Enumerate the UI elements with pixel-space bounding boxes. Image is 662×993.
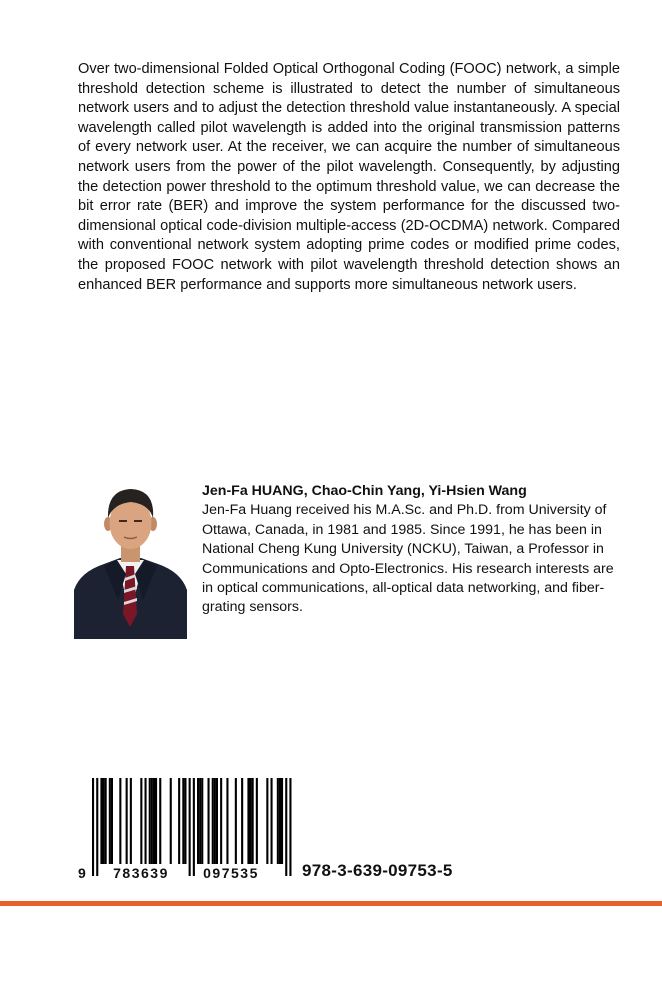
barcode-bar <box>149 778 151 864</box>
isbn-number: 978-3-639-09753-5 <box>302 861 453 880</box>
barcode-bar <box>109 778 111 864</box>
barcode-bar <box>92 778 94 876</box>
barcode-bar <box>126 778 128 864</box>
barcode-bar <box>289 778 291 876</box>
author-bio-block <box>202 482 622 618</box>
barcode-bar <box>96 778 98 876</box>
barcode-bar <box>197 778 199 864</box>
barcode-digits-left: 783639 <box>113 865 169 881</box>
barcode-bar <box>279 778 281 864</box>
barcode-bar <box>235 778 237 864</box>
barcode-bar <box>285 778 287 876</box>
barcode-digit-first: 9 <box>78 865 86 881</box>
barcode-bar <box>100 778 102 864</box>
barcode-bar <box>271 778 273 864</box>
barcode-bar <box>155 778 157 864</box>
barcode-bar <box>103 778 105 864</box>
abstract-text: Over two-dimensional Folded Optical Orthogonal Coding (FOOC) network, a simple threshold detection scheme is illustrated to detect the number of simultaneous network users and to adjust the detection threshold value instantaneously. A special wavelength called pilot wavelength is added into the original transmission patterns of every network user. At the receiver, we can acquire the number of simultaneous network users from the power of the pilot wavelength. Consequently, by adjusting the detection power threshold to the optimum threshold value, we can decrease the bit error rate (BER) and improve the system performance for the discussed two- dimensional optical code-division multiple-access (2D-OCDMA) network. Compared with conventional network system adopting prime codes or modified prime codes, the proposed FOOC network with pilot wavelength threshold detection shows an enhanced BER performance and supports more simultaneous network users. <box>78 61 620 293</box>
barcode-bar <box>111 778 113 864</box>
barcode-bar <box>140 778 142 864</box>
barcode-bar <box>277 778 279 864</box>
barcode-bar <box>189 778 191 876</box>
barcode-bar <box>153 778 155 864</box>
barcode-digits-right: 097535 <box>203 865 259 881</box>
barcode-bar <box>247 778 249 864</box>
barcode-bar <box>182 778 184 864</box>
barcode-bar <box>193 778 195 876</box>
barcode-bar <box>145 778 147 864</box>
barcode-bar <box>130 778 132 864</box>
barcode-bar <box>178 778 180 864</box>
barcode-bar <box>214 778 216 864</box>
barcode-bar <box>250 778 252 864</box>
barcode-bar <box>105 778 107 864</box>
barcode-bar <box>151 778 153 864</box>
barcode-bar <box>252 778 254 864</box>
barcode-bars <box>92 778 292 876</box>
barcode-bar <box>241 778 243 864</box>
barcode-bar <box>266 778 268 864</box>
barcode-bar <box>170 778 172 864</box>
barcode-bar <box>216 778 218 864</box>
author-photo <box>74 482 187 639</box>
barcode-bar <box>212 778 214 864</box>
barcode-bar <box>159 778 161 864</box>
barcode-bar <box>201 778 203 864</box>
barcode-bar <box>256 778 258 864</box>
barcode-bar <box>281 778 283 864</box>
author-bio: Jen-Fa Huang received his M.A.Sc. and Ph.D. from University of Ottawa, Canada, in 1981 and 1985. Since 1991, he has been in National Cheng Kung University (NCKU), Taiwan, a Professor in Communications and Opto-Electronics. His research interests are in optical communications, all-optical data networking, and fiber-grating sensors. <box>202 502 614 616</box>
barcode-bar <box>199 778 201 864</box>
accent-rule <box>0 901 662 906</box>
isbn-barcode <box>78 778 293 888</box>
barcode-bar <box>119 778 121 864</box>
barcode-bar <box>226 778 228 864</box>
barcode-bar <box>184 778 186 864</box>
barcode-bar <box>220 778 222 864</box>
barcode-bar <box>208 778 210 864</box>
author-names: Jen-Fa HUANG, Chao-Chin Yang, Yi-Hsien Wang <box>202 483 527 499</box>
